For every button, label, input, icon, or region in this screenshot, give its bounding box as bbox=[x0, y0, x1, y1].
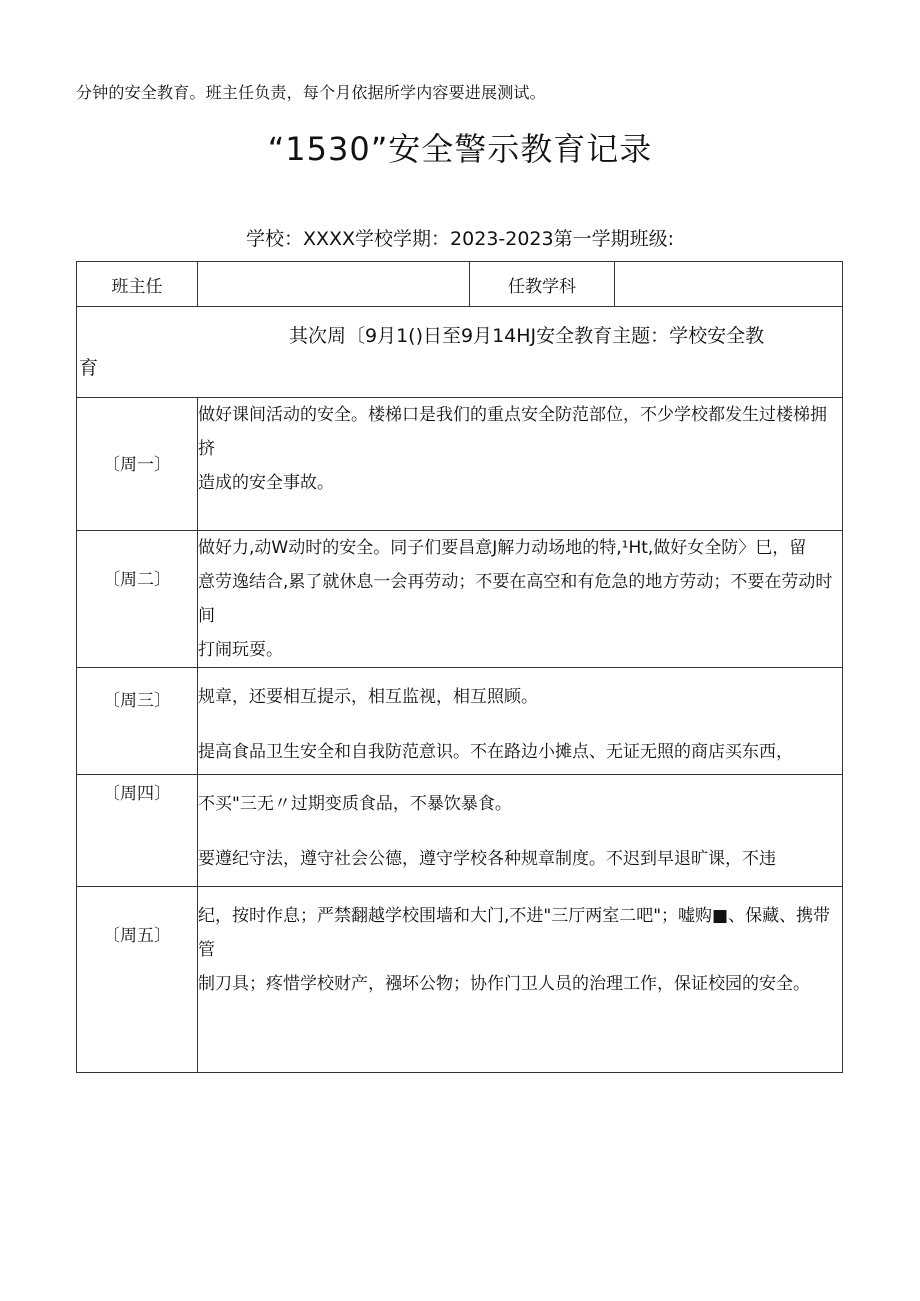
content-line bbox=[198, 712, 842, 738]
day-label-thu-text: 〔周四〕 bbox=[103, 784, 171, 804]
day-row-wed bbox=[77, 668, 843, 775]
content-line bbox=[198, 819, 842, 845]
content-line: 不买"三无〃过期变质食品，不暴饮暴食。 bbox=[198, 794, 512, 814]
record-table bbox=[76, 261, 843, 1073]
content-line: 做好课间活动的安全。楼梯口是我们的重点安全防范部位，不少学校都发生过楼梯拥挤 bbox=[198, 405, 827, 459]
theme-line-1: 其次周〔9月1()日至9月14HJ安全教育主题：学校安全教 bbox=[289, 325, 765, 347]
day-content-thu bbox=[198, 775, 843, 887]
day-label-mon bbox=[77, 398, 198, 531]
day-label-wed-text: 〔周三〕 bbox=[103, 691, 171, 711]
day-content-mon bbox=[198, 398, 843, 531]
content-line: 纪，按时作息；严禁翻越学校围墙和大门,不进"三厅两室二吧"；嘘购■、保藏、携带管 bbox=[198, 906, 831, 960]
content-line: 做好力,动W动时的安全。同子们要昌意J解力动场地的特,¹Ht,做好女全防〉巳，留 bbox=[198, 538, 807, 558]
day-label-mon-text: 〔周一〕 bbox=[103, 455, 171, 475]
day-row-fri bbox=[77, 887, 843, 1073]
day-label-tue bbox=[77, 531, 198, 668]
content-line: 意劳逸结合,累了就休息一会再劳动；不要在高空和有危急的地方劳动；不要在劳动时间 bbox=[198, 572, 833, 626]
day-content-tue bbox=[198, 531, 843, 668]
day-row-mon bbox=[77, 398, 843, 531]
theme-cell bbox=[77, 307, 843, 398]
day-label-fri bbox=[77, 887, 198, 1073]
day-label-wed bbox=[77, 668, 198, 775]
day-label-thu bbox=[77, 775, 198, 887]
day-row-thu bbox=[77, 775, 843, 887]
teacher-label: 班主任 bbox=[77, 262, 198, 307]
theme-row bbox=[77, 307, 843, 398]
day-content-wed bbox=[198, 668, 843, 775]
day-row-tue bbox=[77, 531, 843, 668]
intro-text: 分钟的安全教育。班主任负责，每个月依据所学内容要进展测试。 bbox=[76, 83, 546, 102]
content-line: 造成的安全事故。 bbox=[198, 473, 334, 493]
teacher-value bbox=[198, 262, 470, 307]
content-line: 要遵纪守法，遵守社会公德，遵守学校各种规章制度。不迟到早退旷课，不违 bbox=[198, 849, 776, 869]
subject-value bbox=[615, 262, 843, 307]
content-line: 规章，还要相互提示，相互监视，相互照顾。 bbox=[198, 687, 538, 707]
subject-label: 任教学科 bbox=[470, 262, 615, 307]
content-line: 打闹玩耍。 bbox=[198, 640, 283, 660]
school-meta: 学校：XXXX学校学期：2023-2023第一学期班级: bbox=[245, 228, 675, 250]
content-line: 提高食品卫生安全和自我防范意识。不在路边小摊点、无证无照的商店买东西， bbox=[198, 742, 793, 762]
theme-line-2: 育 bbox=[79, 357, 99, 379]
header-row bbox=[77, 262, 843, 307]
page-title: “1530”安全警示教育记录 bbox=[267, 130, 653, 168]
day-content-fri bbox=[198, 887, 843, 1073]
day-label-fri-text: 〔周五〕 bbox=[103, 926, 171, 946]
content-line: 制刀具；疼惜学校财产，襁坏公物；协作门卫人员的治理工作，保证校园的安全。 bbox=[198, 974, 810, 994]
day-label-tue-text: 〔周二〕 bbox=[103, 570, 171, 590]
